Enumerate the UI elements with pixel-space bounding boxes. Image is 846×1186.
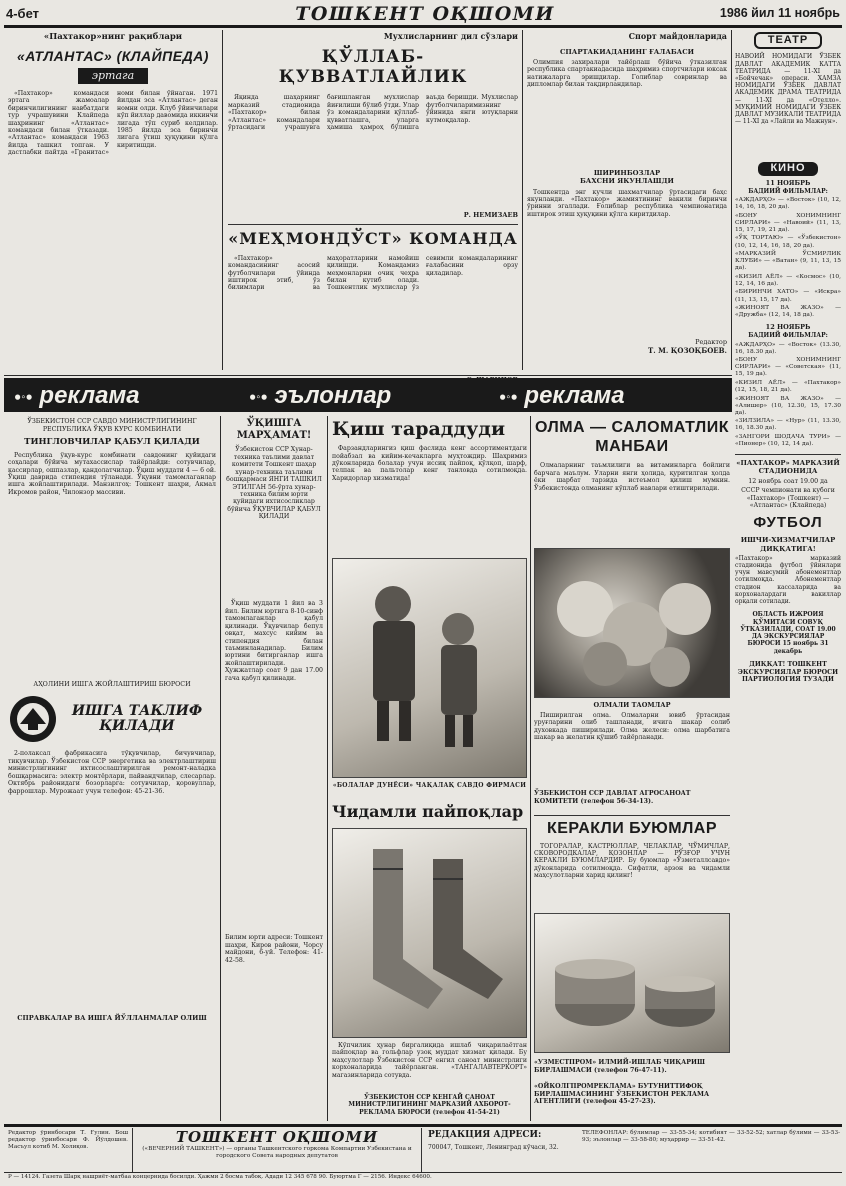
footer-logo-subtitle: («ВЕЧЕРНИЙ ТАШКЕНТ») — органы Ташкентского горкома Компартии Узбекистана и городского Совета народных депутатов (142, 1146, 412, 1160)
issue-date: 1986 йил 11 ноябрь (719, 6, 840, 20)
address-text: 700047, Тошкент, Ленинград кўчаси, 32. (428, 1143, 559, 1151)
ad-org-2: АҲОЛИНИ ИШГА ЖОЙЛАШТИРИШ БЮРОСИ (33, 680, 191, 688)
editor-label: Редактор (695, 337, 727, 346)
article-title: ҚЎЛЛАБ-ҚУВВАТЛАЙЛИК (278, 46, 468, 88)
banner-right: ●◦● реклама (499, 382, 625, 409)
article-body-2: Тошкентда энг кучли шахматчилар ўртасидаги баҳс якунланди. «Пахтакор» жамиятининг вакили биринчи ўринни эгаллади. Ғолиблар республика чемпионатида иштирок этиш ҳуқуқини қўлга киритдилар. (527, 188, 727, 218)
job-ad-body: 2-полаксал фабрикасига тўқувчилар, бичувчилар, тикувчилар. Ўзбекистон ССР энергетика ва электрлаштириш министрлигининг ихтисослаштирилган ремонт-наладка бошқармасига: электр монтёрлари, пайвандчилар, слесарлар. Октябрь районидаги бозорларга: сотувчилар, қоровуллар, фаррошлар. Мурожаат учун телефон: 45-21-36. (8, 750, 216, 795)
page-number: 4-бет (6, 6, 40, 21)
footer-address (428, 1130, 578, 1170)
ad-winter (332, 418, 527, 798)
ad-column-left (8, 418, 216, 1118)
article-subtitle-3: БАХСНИ ЯКУНЛАШДИ (580, 177, 674, 186)
notice-3: ДИҚҚАТ! ТОШКЕНТ ЭКСКУРСИЯЛАР БЮРОСИ ПАРТИОЛОГИЯ ТУЗАДИ (737, 661, 839, 684)
football-heading: ФУТБОЛ (753, 514, 823, 532)
cookware-illustration-icon (535, 914, 731, 1054)
footer-staff: Редактор ўринбосари Т. Ғулин. Бош редактор ўринбосари Ф. Йўлдошев. Масъул котиб М. Холиқов. (8, 1130, 128, 1150)
cinema-list-1 (735, 197, 841, 319)
article-sport (527, 32, 727, 372)
goods-ad-title: КЕРАКЛИ БУЮМЛАР (534, 815, 730, 839)
winter-ad-body: Фарзандларингиз қиш фаслида кенг ассортиментдаги пойабзал ва кийим-кечакларга муҳтождир. Шаҳримиз дўконларида болалар учун иссиқ пайпоқ, қўлқоп, шарф, телпак ва пальтолар кенг танловда сотилмоқда. Харидорлар хизматида! (332, 445, 527, 482)
ad-column-school (225, 418, 323, 1118)
list-item: «ЗАНГОРИ ШОДАЧА ТУРИ» — «Пионер» (10, 12, 14 да). (735, 433, 841, 448)
article-body-2: «Пахтакор» командасининг асосий футболчилари ўйинда иштирок этиб, ўз билимлари ва маҳоратларини намойиш қилишди. Командамиз меҳмонларни очиқ чеҳра билан кутиб олади. Тошкентлик мухлислар ўз севимли командаларининг ғалабасини орзу қиладилар. (228, 254, 518, 292)
article-subtitle-2: ШИРИНБОЗЛАР (593, 169, 661, 178)
list-item: «МАРКАЗИЙ ЎСМИРЛИК КЛУБИ» — «Ватан» (9, 11, 13, 15 да). (735, 251, 841, 272)
cinema-date-2: 12 НОЯБРЬ (765, 323, 811, 332)
apples-photo (534, 548, 730, 698)
list-item: «КИЗИЛ АЁЛ» — «Пахтакор» (12, 15, 18, 21 да). (735, 379, 841, 393)
socks-ad-body: Кўпчилик ҳунар биргалиқида ишлаб чиқарилаётган пайпоқлар ва гольфлар узоқ муддат хизмат қилади. Бу маҳсулотлар Ўзбекистон ССР енгил саноат министрлиги корхоналарида тайёрланган. «ТАНГАЛАВТЕРКОРТ» магазинларида сотувда. (332, 1042, 527, 1079)
footer-logo-title: ТОШКЕНТ ОҚШОМИ (175, 1128, 379, 1146)
apple-recipes-body: Пиширилган олма. Олмаларни ювиб ўртасидан уруғларини олиб ташланади, ичига шакар солиб духовкада пиширилади. Олма желеси: олма шарбатига шакар ва желатин қўшиб тайёрланади. (534, 712, 730, 742)
banner-left: ●◦● реклама (14, 382, 140, 409)
editor-name: Т. М. ҚОЗОҚБОЕВ. (648, 345, 727, 355)
footer-logo-block (132, 1128, 422, 1172)
ad-apple (534, 418, 730, 813)
article-fans (228, 32, 518, 372)
article-kicker: «Пахтакор»нинг рақиблари (43, 32, 183, 42)
cinema-label: КИНО (758, 162, 818, 175)
footer-imprint: Р — 14124. Газета Шарқ нашриёт-матбаа концернида босилди. Ҳажми 2 босма табоқ. Адади 12 345 678 90. Буюртма Г — 2156. Индекс 64600. (8, 1174, 432, 1180)
ad-org: ЎЗБЕКИСТОН ССР САВДО МИНИСТРЛИГИНИНГ РЕСПУБЛИКА ЎҚУВ КУРС КОМБИНАТИ (27, 418, 197, 433)
theatre-listings: НАВОИЙ НОМИДАГИ ЎЗБЕК ДАВЛАТ АКАДЕМИК КАТТА ТЕАТРИДА — 11-XI да «Бойчечак» операси. ХАМЗА НОМИДАГИ ЎЗБЕК ДАВЛАТ АКАДЕМИК ДРАМА ТЕАТРИДА — 11-XI да «Отелло». МУҚИМИЙ НОМИДАГИ ЎЗБЕК ДАВЛАТ МУЗИКАЛИ ТЕАТРИДА — 11-XI да «Лайли ва Мажнун». (735, 53, 841, 126)
goods-ad-body: ТОГОРАЛАР, КАСТРЮЛЛАР, ЧЕЛАКЛАР, ЧЎМИЧЛАР, СКОВОРОДКАЛАР, ҚОЗОНЛАР — РЎЗҒОР УЧУН КЕРАКЛИ БУЮМЛАРДИР. Бу буюмлар «Ўзметаллсавдо» дўконларида сотилмоқда. Сифатли, арзон ва чидамли маҳсулотларни харид қилинг! (534, 842, 730, 880)
list-item: «ЗИЛЗИЛА» — «Нур» (11, 13.30, 16, 18.30 да). (735, 418, 841, 432)
article-body: Олимпия захиралари тайёрлаш бўйича ўтказилган республика спартакиадасида шаҳримиз спортчилари юксак натижаларга эришдилар. Голиблар совринлар ва дипломлар билан тақдирландилар. (527, 59, 727, 89)
cookware-photo (534, 913, 730, 1053)
article-title: «АТЛАНТАС» (КЛАЙПЕДА) (17, 48, 209, 65)
job-ad-heading: ИШГА ТАКЛИФ ҚИЛАДИ (71, 702, 203, 735)
school-ad-body-2: Ўқиш муддати 1 йил ва 3 йил. Билим юртига 8-10-синф тамомлаганлар қабул қилинади. Ўқувчилар бепул овқат, махсус кийим ва стипендия билан таъминланадилар. Билим юртини битирганлар ишга жойлаштирилади. Ҳужжатлар соат 9 дан 17.00 гача қабул қилинади. (225, 600, 323, 682)
apple-ad-body: Олмаларнинг таъмлилиги ва витаминларга бойлиги барчага маълум. Уларни янги ҳолида, қуритилган ҳолда ёки шарбат тарзида истеъмол қилиш мумкин. Ўзбекистонда олманинг кўплаб навлари етиштирилади. (534, 462, 730, 492)
article-kicker: Спорт майдонларида (628, 31, 727, 41)
article-signature: Р. НЕМИЗАЕВ (463, 211, 518, 220)
apples-illustration-icon (535, 549, 731, 699)
list-item: «ЖИНОЯТ ВА ЖАЗО» — «Дружба» (12, 14, 18 да). (735, 305, 841, 319)
notice-body: «Пахтакор» марказий стадионида футбол ўйинлари учун мавсумий абонементлар сотилмоқда. Абонементлар стадион кассаларида ва корхоналардаги вакиллар орқали сотилади. (735, 554, 841, 606)
article-kicker: Мухлисларнинг дил сўзлари (383, 31, 518, 41)
tomorrow-badge: эртага (78, 68, 148, 83)
school-ad-title: ЎҚИШГА МАРҲАМАТ! (236, 418, 312, 442)
list-item: «БОНУ ХОНИМНИНГ СИРЛАРИ» — «Навоий» (11, 13, 15, 17, 19, 21 да). (735, 212, 841, 233)
children-photo (332, 558, 527, 778)
ad-body: Республика ўқув-курс комбинати савдонинг қуйидаги соҳалари бўйича мутахассислар тайёрлайди: сотувчилар, кассирлар, ошпазлар, қандолатчилар. Ўқиш муддати 4 — 6 ой. Ўқиш даврида стипендия тўланади. Ўқувни тамомлаганлар ишга жойлаштирилади. Манзилгоҳ: Тошкент шаҳри, Акмал Икромов район, Чилонзор массиви. (8, 451, 216, 496)
cinema-list-2 (735, 342, 841, 449)
list-item: «ЖИНОЯТ ВА ЖАЗО» — «Алишер» (10, 12.30, 15, 17.30 да). (735, 395, 841, 416)
ad-heading: ТИНГЛОВЧИЛАР ҚАБУЛ ҚИЛАДИ (24, 437, 200, 448)
ad-banner (4, 378, 732, 412)
apple-recipes-heading: ОЛМАЛИ ТАОМЛАР (593, 701, 671, 709)
children-illustration-icon (333, 559, 528, 779)
list-item: «АЖДАРҲО» — «Восток» (10, 12, 14, 16, 18, 20 да). (735, 197, 841, 211)
banner-middle: ●◦● эълонлар (249, 382, 392, 409)
address-label: РЕДАКЦИЯ АДРЕСИ: (428, 1130, 542, 1140)
newspaper-title: ТОШКЕНТ ОҚШОМИ (295, 3, 555, 25)
article-title-2: «МЕҲМОНДЎСТ» КОМАНДА (228, 224, 518, 249)
cinema-date-1: 11 НОЯБРЬ (765, 178, 811, 187)
list-item: «БИРИНЧИ ХАТО» — «Искра» (11, 13, 15, 17 да). (735, 289, 841, 303)
apple-ad-org: ЎЗБЕКИСТОН ССР ДАВЛАТ АГРОСАНОАТ КОМИТЕТИ (телефон 56-34-13). (534, 790, 691, 805)
school-ad-address: Билим юрти адреси: Тошкент шаҳри, Киров райони, Чорсу майдони, 6-уй. Телефон: 41-42-58. (225, 934, 323, 964)
footer-phones: ТЕЛЕФОНЛАР: бўлимлар — 33-55-34; котибият — 33-52-52; хатлар бўлими — 33-53-93; эълонлар — 33-58-80; муҳаррир — 33-51-42. (582, 1130, 840, 1143)
list-item: «БОНУ ХОНИМНИНГ СИРЛАРИ» — «Советская» (11, 15, 19 да). (735, 357, 841, 378)
socks-ad-org: ЎЗБЕКИСТОН ССР КЕНГАЙ САНОАТ МИНИСТРЛИГИНИНГ МАРКАЗИЙ АХБОРОТ-РЕКЛАМА БЮРОСИ (телефон 41-54-21) (348, 1094, 511, 1116)
list-item: «ЎҚ ТОРТАЮ» — «Ўзбекистон» (10, 12, 14, 16, 18, 20 да). (735, 235, 841, 249)
apple-ad-title: ОЛМА — САЛОМАТЛИК МАНБАИ (534, 419, 730, 456)
cinema-sub-2: БАДИИЙ ФИЛЬМЛАР: (748, 332, 828, 340)
article-subtitle: СПАРТАКИАДАНИНГ ҒАЛАБАСИ (559, 47, 695, 56)
goods-ad-org-1: «УЗМЕСТПРОМ» ИЛМИЙ-ИШЛАБ ЧИҚАРИШ БИРЛАШМАСИ (телефон 76-47-11). (534, 1059, 705, 1074)
winter-ad-title: Қиш тараддуди (332, 418, 506, 440)
ad-socks (332, 802, 527, 1122)
school-ad-body: Ўзбекистон ССР Хунар-техника таълими давлат комитети Тошкент шаҳар хунар-техника таълими бошқармаси ЯНГИ ТАШКИЛ ЭТИЛГАН 56-ўрта хунар-техника билим юрти қуйидаги ихтисосликлар бўйича ЎҚУВЧИЛАР ҚАБУЛ ҚИЛАДИ (226, 446, 322, 521)
stadium-date: 12 ноябрь соат 19.00 да (748, 477, 828, 485)
listings-column (735, 32, 841, 1132)
socks-illustration-icon (333, 829, 528, 1039)
cinema-sub-1: БАДИИЙ ФИЛЬМЛАР: (748, 187, 828, 195)
referral-heading: СПРАВКАЛАР ВА ИШГА ЙЎЛЛАНМАЛАР ОЛИШ (17, 1014, 207, 1023)
goods-ad-org-2: «ОЙКОЛГПРОМРЕКЛАМА» БУТУНИТТИФОҚ БИРЛАШМАСИНИНГ ЎЗБЕКИСТОН РЕКЛАМА АГЕНТЛИГИ (телефон 45-27-23). (534, 1083, 710, 1106)
notice-2: ОБЛАСТЬ ИЖРОИЯ ҚЎМИТАСИ СОВУҚ ЎТКАЗИЛАДИ, СОАТ 19.00 ДА ЭКСКУРСИЯЛАР БЮРОСИ 15 ноябрь 31 декабрь (740, 611, 836, 655)
ad-goods (534, 815, 730, 1120)
winter-ad-caption: «БОЛАЛАР ДУНЁСИ» ЧАҚАЛАҚ САВДО ФИРМАСИ (332, 782, 527, 789)
list-item: «КИЗИЛ АЁЛ» — «Космос» (10, 12, 14, 16 да). (735, 273, 841, 287)
notice-title: ИШЧИ-ХИЗМАТЧИЛАР ДИҚҚАТИГА! (740, 536, 836, 553)
article-body: «Пахтакор» командаси эртага жамоалар биринчилигининг навбатдаги тур учрашувини Клайпеда шаҳрининг «Атлантас» командаси билан ўтказади. «Атлантас» командаси 1963 йилда ташкил топган. У дастлабки пайтда «Гранитас» номи билан ўйнаган. 1971 йилдан эса «Атлантас» деган номни олди. Клуб ўйинчилари кўп йиллар давомида иккинчи лигада тўп суриб келдилар. 1985 йилда эса биринчи лигага ўтиш ҳуқуқини қўлга киритишди. (8, 89, 218, 157)
stadium-title: «ПАХТАКОР» МАРКАЗИЙ СТАДИОНИДА (736, 459, 840, 476)
theatre-label: ТЕАТР (754, 32, 822, 49)
emblem-icon (8, 694, 58, 744)
stadium-match: СССР чемпионати ва кубоги «Пахтакор» (Тошкент) — «Атлантас» (Клайпеда) (741, 487, 835, 510)
socks-photo (332, 828, 527, 1038)
socks-ad-title: Чидамли пайпоқлар (332, 802, 524, 821)
list-item: «АЖДАРҲО» — «Восток» (13.30, 16, 18.30 да). (735, 341, 841, 355)
job-ad-header (8, 694, 216, 744)
article-body: Яқинда шаҳарнинг марказий стадионида «Пахтакор» билан «Атлантас» командалари ўртасидаги учрашувга бағишланган мухлислар йиғилиши бўлиб ўтди. Улар ўз командаларини қўллаб-қувватлашга, уларга ҳамиша ҳамроҳ бўлишга ваъда беришди. Мухлислар футболчиларимизнинг ўйинида янги ютуқларни кутмоқдалар. (228, 94, 518, 131)
article-atlantas (8, 32, 218, 372)
